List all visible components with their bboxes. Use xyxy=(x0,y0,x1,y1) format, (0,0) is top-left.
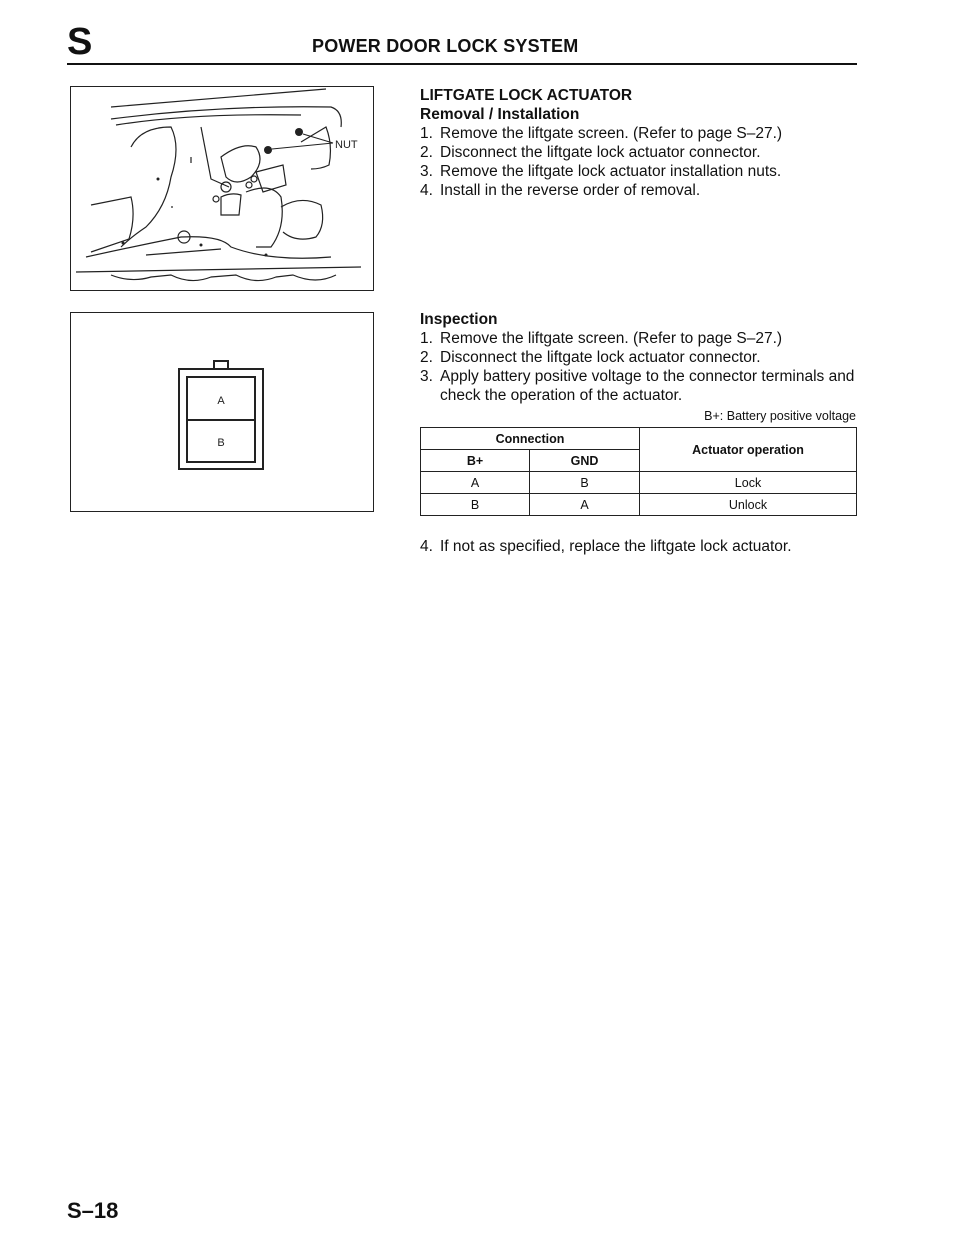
page-number: S–18 xyxy=(67,1198,119,1223)
operation-header: Actuator operation xyxy=(640,428,857,472)
terminal-b-label: B xyxy=(217,437,225,449)
step-item xyxy=(420,181,860,200)
step-item xyxy=(420,143,860,162)
subsection-heading: Removal / Installation xyxy=(420,106,580,123)
bplus-cell: B xyxy=(421,494,530,516)
liftgate-actuator-illustration xyxy=(70,86,374,291)
step-number: 2. xyxy=(420,144,433,161)
step-number: 3. xyxy=(420,163,433,180)
step-text: Disconnect the liftgate lock actuator connector. xyxy=(440,144,761,161)
voltage-note: B+: Battery positive voltage xyxy=(704,409,856,423)
page-title: POWER DOOR LOCK SYSTEM xyxy=(312,36,579,56)
section-letter: S xyxy=(67,21,93,63)
subsection-heading: Inspection xyxy=(420,311,498,328)
connector-terminal-diagram xyxy=(70,312,374,512)
step-text: Remove the liftgate screen. (Refer to page S–27.) xyxy=(440,125,783,142)
step-item xyxy=(420,367,860,405)
step-item xyxy=(420,348,860,367)
final-step xyxy=(420,537,860,556)
operation-cell: Lock xyxy=(640,472,857,494)
connection-header: Connection xyxy=(421,428,640,450)
terminal-a-label: A xyxy=(217,395,225,407)
step-number: 4. xyxy=(420,538,433,555)
gnd-header: GND xyxy=(530,450,640,472)
table-row xyxy=(421,472,857,494)
step-number: 1. xyxy=(420,330,433,347)
step-number: 3. xyxy=(420,368,433,385)
step-text: Remove the liftgate screen. (Refer to page S–27.) xyxy=(440,330,783,347)
table-row xyxy=(421,494,857,516)
removal-steps xyxy=(420,124,860,200)
gnd-cell: B xyxy=(530,472,640,494)
liftgate-drawing xyxy=(71,87,372,289)
connector-drawing xyxy=(71,313,372,510)
final-step-list xyxy=(420,537,860,556)
actuator-operation-table xyxy=(420,427,857,516)
nut-callout-label: NUT xyxy=(335,139,358,151)
gnd-cell: A xyxy=(530,494,640,516)
step-item xyxy=(420,162,860,181)
step-text: If not as specified, replace the liftgate lock actuator. xyxy=(440,538,792,555)
step-number: 4. xyxy=(420,182,433,199)
section-heading: LIFTGATE LOCK ACTUATOR xyxy=(420,87,633,104)
step-number: 1. xyxy=(420,125,433,142)
step-item xyxy=(420,124,860,143)
step-text: Disconnect the liftgate lock actuator connector. xyxy=(440,349,761,366)
step-number: 2. xyxy=(420,349,433,366)
inspection-section xyxy=(420,310,860,405)
step-text: Install in the reverse order of removal. xyxy=(440,182,701,199)
step-item xyxy=(420,537,860,556)
step-text: Apply battery positive voltage to the connector terminals and check the operation of the actuator. xyxy=(440,368,855,404)
bplus-cell: A xyxy=(421,472,530,494)
bplus-header: B+ xyxy=(421,450,530,472)
header-divider xyxy=(67,63,857,65)
step-item xyxy=(420,329,860,348)
table-header-row xyxy=(421,428,857,450)
operation-cell: Unlock xyxy=(640,494,857,516)
removal-installation-section xyxy=(420,86,860,200)
step-text: Remove the liftgate lock actuator installation nuts. xyxy=(440,163,782,180)
inspection-steps xyxy=(420,329,860,405)
